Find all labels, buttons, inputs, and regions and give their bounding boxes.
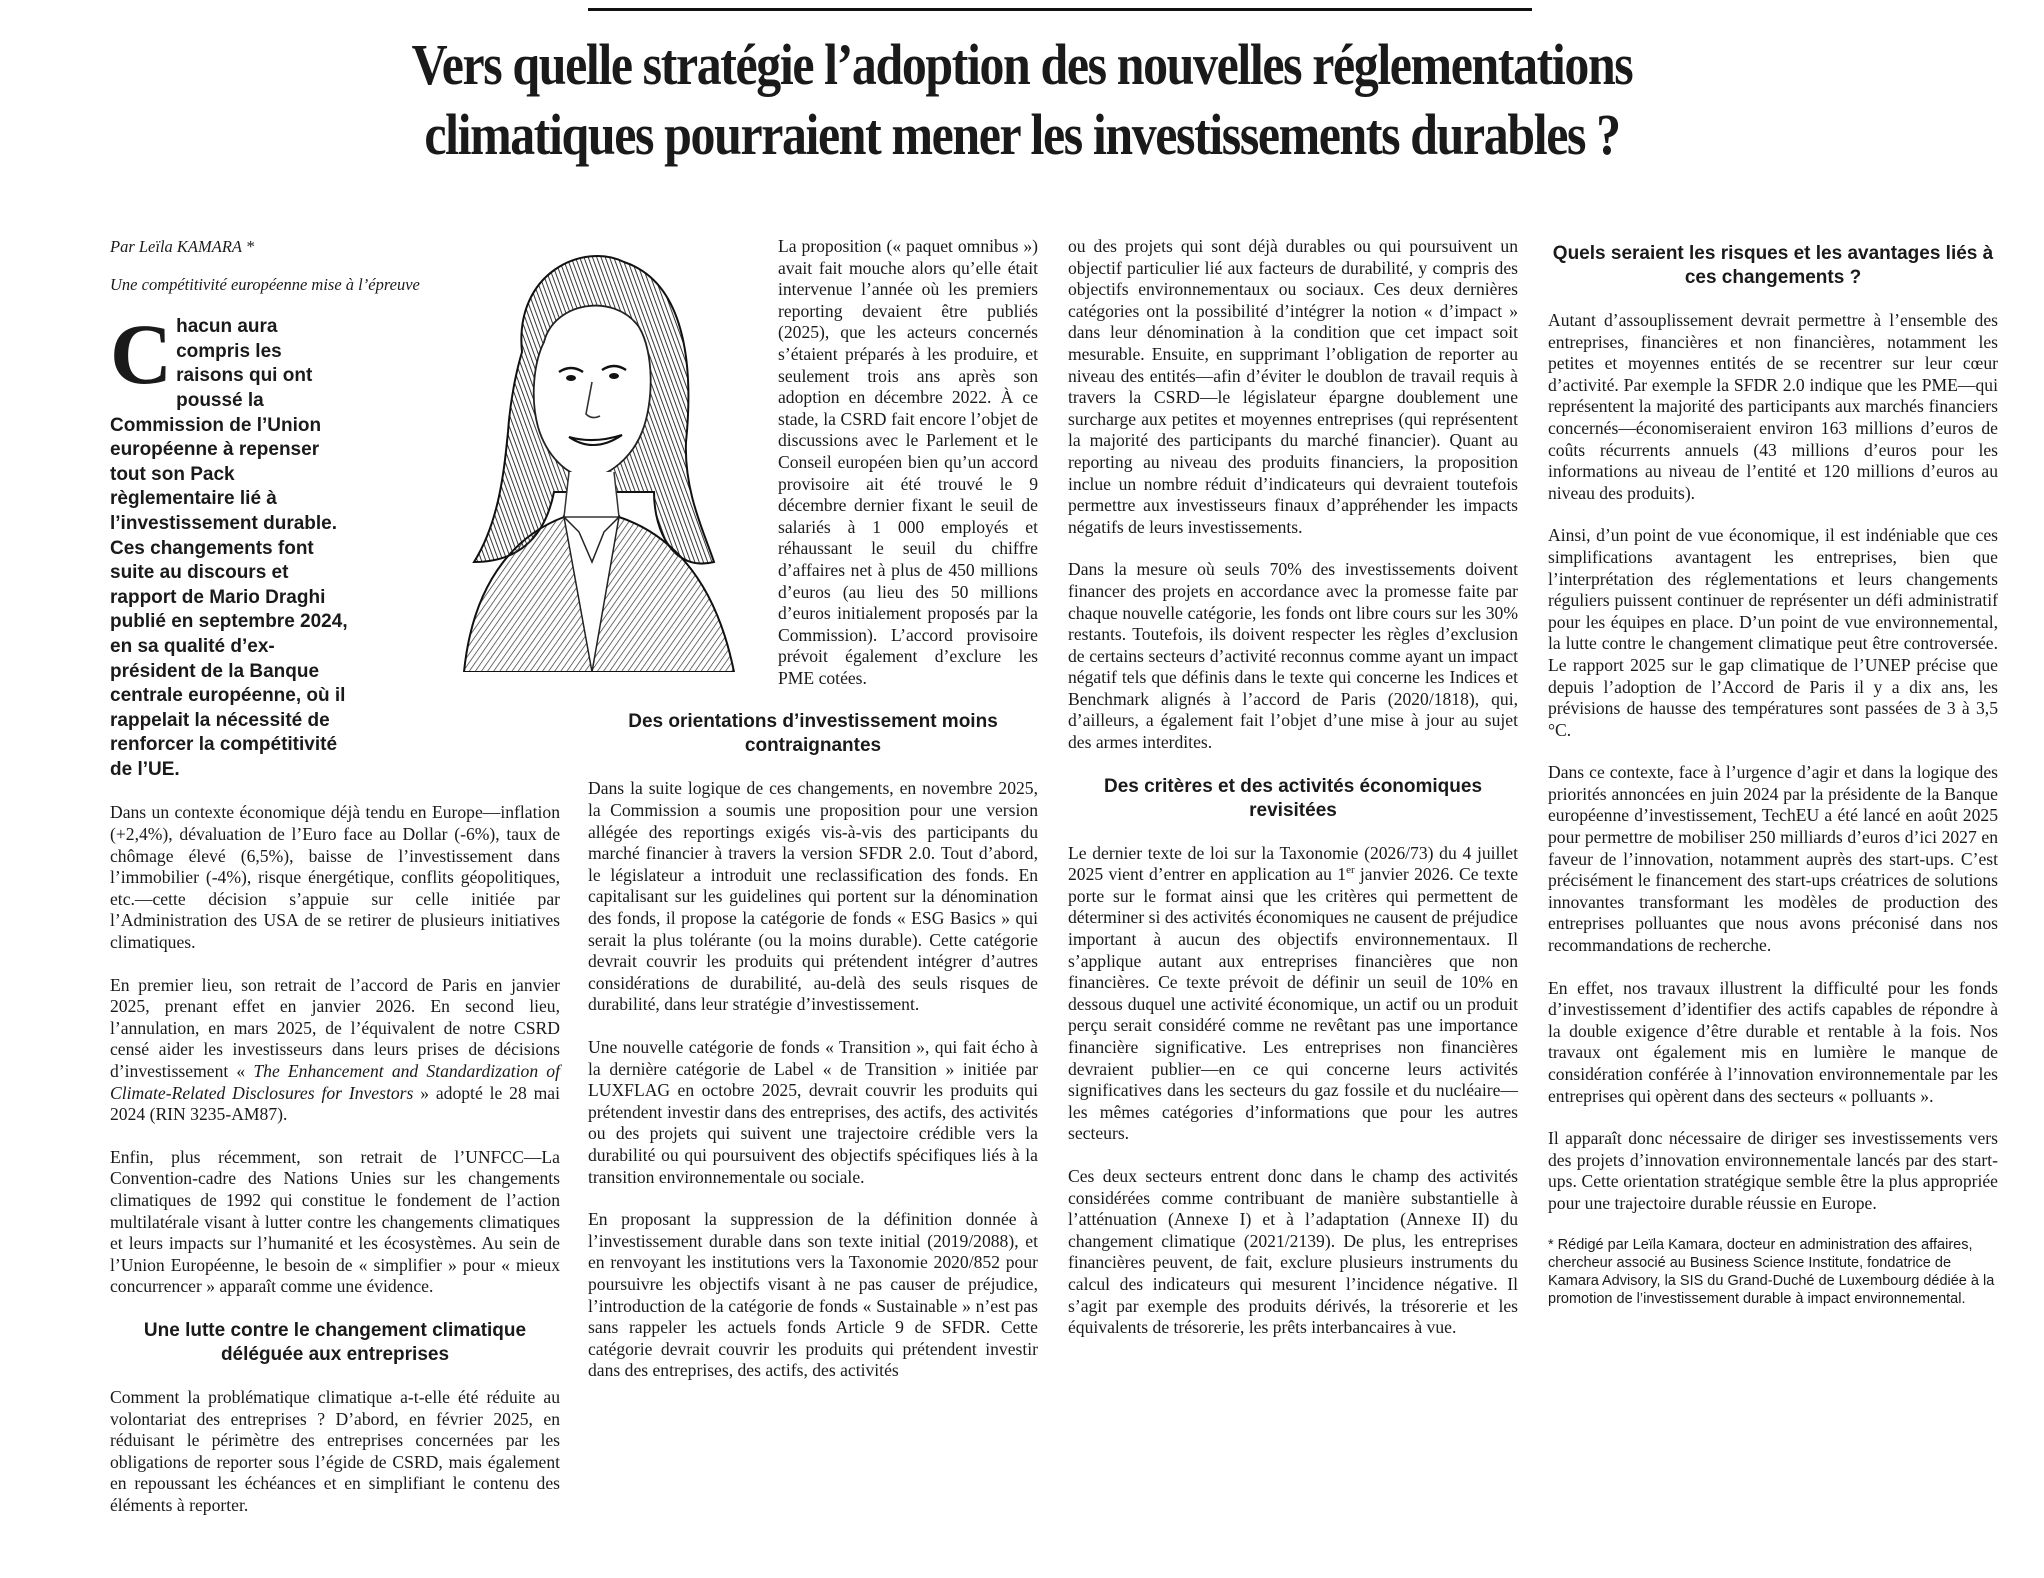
col3-p3-text-a: Le dernier texte de loi sur la Taxonomie (2026/73) du 4 juillet 2025 vient d’entrer en application au 1	[1068, 842, 1518, 885]
col3-p3-text-b: janvier 2026. Ce texte porte sur le format ainsi que les critères qui permettent de déterminer si des activités économiques ne causent de préjudice important à aucun des objectifs environnementaux. Il s’applique autant aux entreprises financières que non financières. Ce texte prévoit de définir un seuil de 10% en dessous duquel une activité économique, un actif ou un produit perçu serait considéré comme ne revêtant pas une importance financière significative. Les entreprises non financières devraient publier—en ce qui concerne leurs activités significatives dans les secteurs du gaz fossile et du nucléaire—les mêmes catégories d’informations que pour les autres secteurs.	[1068, 864, 1519, 1144]
subheading-risques: Quels seraient les risques et les avantages liés à ces changements ?	[1552, 243, 1994, 288]
portrait-wrap-space	[360, 315, 560, 755]
col3-paragraph-2: Dans la mesure où seuls 70% des investissements doivent financer des projets en accordance avec la promesse faite par chaque nouvelle catégorie, les fonds ont libre cours sur les 30% restants. Toutefois, ils doivent respecter les règles d’exclusion de certains secteurs d’activité reconnus comme ayant un impact négatif tels que définis dans le texte qui concerne les Indices et Benchmark alignés à l’accord de Paris (2020/1818), qui, d’ailleurs, a également fait l’objet d’une mise à jour au sujet des armes interdites.	[1068, 559, 1518, 753]
col1-p2-text-a: En premier lieu, son retrait de l’accord de Paris en janvier 2025, prenant effet en janvier 2026. En second lieu, l’annulation, en mars 2025, de l’équivalent de notre CSRD censé aider les investisseurs dans leurs prises de décisions d’investissement «	[110, 974, 560, 1081]
lead-text: hacun aura compris les raisons qui ont poussé la Commission de l’Union européenne à repenser tout son Pack règlementaire lié à l’investissement durable. Ces changements font suite au discours et rapport de Mario Draghi publié en septembre 2024, en sa qualité d’ex-président de la Banque centrale européenne, où il rappelait la nécessité de renforcer la compétitivité de l’UE.	[110, 316, 348, 780]
column-4	[1548, 236, 1998, 1329]
headline-line-2: climatiques pourraient mener les investissements durables ?	[424, 102, 1620, 167]
subheading-criteres: Des critères et des activités économiques revisitées	[1103, 775, 1483, 821]
column-3	[1068, 236, 1518, 1360]
column-2	[588, 236, 1038, 1403]
top-rule	[588, 8, 1532, 11]
col4-paragraph-3: Dans ce contexte, face à l’urgence d’agir et dans la logique des priorités annoncées en juin 2024 par la présidente de la Banque européenne d’investissement, TechEU a été lancé en août 2025 pour permettre de mobiliser 250 milliards d’euros d’ici 2027 en faveur de l’innovation, notamment auprès des start-ups. C’est précisément le financement des start-ups créatrices de solutions innovantes transformant les modèles de production des entreprises polluantes que nous avons préconisé dans nos recommandations de recherche.	[1548, 762, 1998, 956]
col3-p3-sup: er	[1346, 864, 1355, 877]
subheading-orientations: Des orientations d’investissement moins contraignantes	[628, 711, 998, 757]
col4-paragraph-2: Ainsi, d’un point de vue économique, il est indéniable que ces simplifications avantagent les entreprises, bien que l’interprétation des réglementations et leurs changements réguliers puissent continuer de représenter un défi administratif pour les équipes en place. D’un point de vue environnemental, la lutte contre le changement climatique peut être controversée. Le rapport 2025 sur le gap climatique de l’UNEP précise que depuis l’adoption de l’Accord de Paris il y a dix ans, les prévisions de hausse des températures sont passées de 3 à 3,5 °C.	[1548, 525, 1998, 740]
col1-paragraph-2	[110, 975, 560, 1126]
col2-paragraph-4: En proposant la suppression de la définition donnée à l’investissement durable dans son texte initial (2019/2088), et en renvoyant les institutions vers la Taxonomie 2020/852 pour poursuivre les objectifs visant à ne pas causer de préjudice, l’introduction de la catégorie de fonds « Sustainable » n’est pas sans rappeler les actuels fonds Article 9 de SFDR. Cette catégorie devrait couvrir les produits qui prétendent investir dans des entreprises, des actifs, des activités	[588, 1209, 1038, 1381]
author-footnote: * Rédigé par Leïla Kamara, docteur en administration des affaires, chercheur associé au Business Science Institute, fondatrice de Kamara Advisory, la SIS du Grand-Duché de Luxembourg dédiée à la promotion de l’investissement durable à impact environnemental.	[1548, 1236, 1995, 1307]
col3-paragraph-3	[1068, 843, 1518, 1145]
subheading-lutte: Une lutte contre le changement climatique déléguée aux entreprises	[143, 1319, 527, 1365]
col1-paragraph-3: Enfin, plus récemment, son retrait de l’UNFCC—La Convention-cadre des Nations Unies sur les changements climatiques de 1992 qui constitue le fondement de l’action multilatérale visant à lutter contre les changements climatiques et leurs impacts sur l’humanité et les écosystèmes. Au sein de l’Union Européenne, le besoin de « simplifier » pour « mieux concurrencer » apparaît comme une évidence.	[110, 1146, 560, 1297]
col4-paragraph-4: En effet, nos travaux illustrent la difficulté pour les fonds d’investissement d’identifier des actifs capables de répondre à la double exigence d’être durable et rentable à la fois. Nos travaux ont également mis en lumière le manque de considération conférée à l’innovation environnementale par les entreprises qui opèrent dans des secteurs « polluants ».	[1548, 977, 1998, 1106]
col1-paragraph-4: Comment la problématique climatique a-t-elle été réduite au volontariat des entreprises ? D’abord, en février 2025, en réduisant le périmètre des entreprises concernées par les obligations de reporter sous l’égide de CSRD, mais également en repoussant les échéances et en simplifiant le contenu des éléments à reporter.	[110, 1386, 560, 1515]
page-title	[143, 30, 1901, 170]
drop-cap: C	[110, 306, 173, 403]
col1-paragraph-1: Dans un contexte économique déjà tendu en Europe—inflation (+2,4%), dévaluation de l’Euro face au Dollar (-6%), taux de chômage élevé (6,5%), baisse de l’investissement dans l’immobilier (-4%), risque énergétique, conflits géopolitiques, etc.—cette décision s’appuie sur celle initiée par l’Administration des USA de se retirer de plusieurs initiatives climatiques.	[110, 802, 560, 953]
col2-paragraph-1: La proposition (« paquet omnibus ») avait fait mouche alors qu’elle était intervenue l’année où les premiers reporting devaient être publiés (2025), que les acteurs concernés s’étaient préparés à les produire, et seulement trois ans après son adoption en décembre 2022. À ce stade, la CSRD fait encore l’objet de discussions avec le Parlement et le Conseil européen bien qu’un accord provisoire ait été trouvé le 9 décembre dernier fixant le seuil de salariés à 1 000 employés et réhaussant le seuil du chiffre d’affaires net à plus de 450 millions d’euros (au lieu des 50 millions d’euros initialement proposés par la Commission). L’accord provisoire prévoit également d’exclure les PME cotées.	[778, 236, 1038, 688]
col3-paragraph-4: Ces deux secteurs entrent donc dans le champ des activités considérées comme contribuant de manière substantielle à l’atténuation (Annexe I) et à l’adaptation (Annexe II) du changement climatique (2021/2139). De plus, les entreprises financières peuvent, de fait, exclure plusieurs instruments du calcul des indicateurs qui mesurent l’incidence négative. Il s’agit par exemple des produits dérivés, la trésorerie et les équivalents de trésorerie, les prêts interbancaires à vue.	[1068, 1165, 1518, 1338]
col1-p2-text-b: » adopté le 28 mai 2024 (RIN 3235-AM87).	[110, 1082, 560, 1125]
kicker: Une compétitivité européenne mise à l’épreuve	[110, 274, 420, 294]
col2-paragraph-2: Dans la suite logique de ces changements, en novembre 2025, la Commission a soumis une proposition pour une version allégée des reportings exigés vis-à-vis des participants du marché financier à travers la version SFDR 2.0. Tout d’abord, le législateur a introduit une reclassification des fonds. En capitalisant sur les guidelines qui portent sur la dénomination des fonds, il propose la catégorie de fonds « ESG Basics » qui serait la plus tolérante (ou la moins durable). Cette catégorie devrait couvrir les produits qui prétendent intégrer d’autres considérations de durabilité, au-delà des seuls risques de durabilité, dans leur stratégie d’investissement.	[588, 778, 1038, 1015]
col3-paragraph-1: ou des projets qui sont déjà durables ou qui poursuivent un objectif particulier lié aux facteurs de durabilité, y compris des objectifs environnementaux ou sociaux. Ces deux dernières catégories ont la possibilité d’intégrer la notion « d’impact » dans leur dénomination à la condition que cet impact soit mesurable. Ensuite, en supprimant l’obligation de reporter au niveau des entités—afin d’éviter le doublon de travail requis à travers la CSRD—le législateur épargne doublement une surcharge aux petites et moyennes entreprises (qui représentent la majorité des participants du marché financier). Quant au reporting au niveau des produits financiers, la proposition inclue un nombre réduit d’indicateurs qui devraient toutefois permettre aux investisseurs finaux d’appréhender les impacts négatifs de leurs investissements.	[1068, 236, 1518, 537]
col4-paragraph-5: Il apparaît donc nécessaire de diriger ses investissements vers des projets d’innovation environnementale lancés par des start-ups. Cette orientation stratégique semble être la plus appropriée pour une trajectoire durable réussie en Europe.	[1548, 1128, 1998, 1213]
col4-paragraph-1: Autant d’assouplissement devrait permettre à l’ensemble des entreprises, financières et non financières, notamment les petites et moyennes entités de se recentrer sur leur cœur d’activité. Par exemple la SFDR 2.0 indique que les PME—qui représentent la majorité des participants aux marchés financiers concernés—économiseraient environ 163 millions d’euros de coûts récurrents annuels (43 millions d’euros pour les informations au niveau de l’entité et 120 millions d’euros au niveau des produits).	[1548, 310, 1998, 503]
column-1	[110, 236, 560, 1538]
portrait-wrap-space-2	[588, 236, 770, 691]
headline-line-1: Vers quelle stratégie l’adoption des nouvelles réglementations	[411, 32, 1633, 97]
col2-paragraph-3: Une nouvelle catégorie de fonds « Transition », qui fait écho à la dernière catégorie de Label « de Transition » initiée par LUXFLAG en octobre 2025, devrait couvrir les produits qui prétendent investir dans des entreprises, des actifs, des activités ou des projets qui suivent une trajectoire crédible vers la durabilité ou qui poursuivent des objectifs spécifiques liés à la transition environnementale ou sociale.	[588, 1037, 1038, 1187]
col1-p2-italic: The Enhancement and Standardization of Climate-Related Disclosures for Investors	[110, 1061, 560, 1103]
byline: Par Leïla KAMARA *	[110, 237, 255, 256]
